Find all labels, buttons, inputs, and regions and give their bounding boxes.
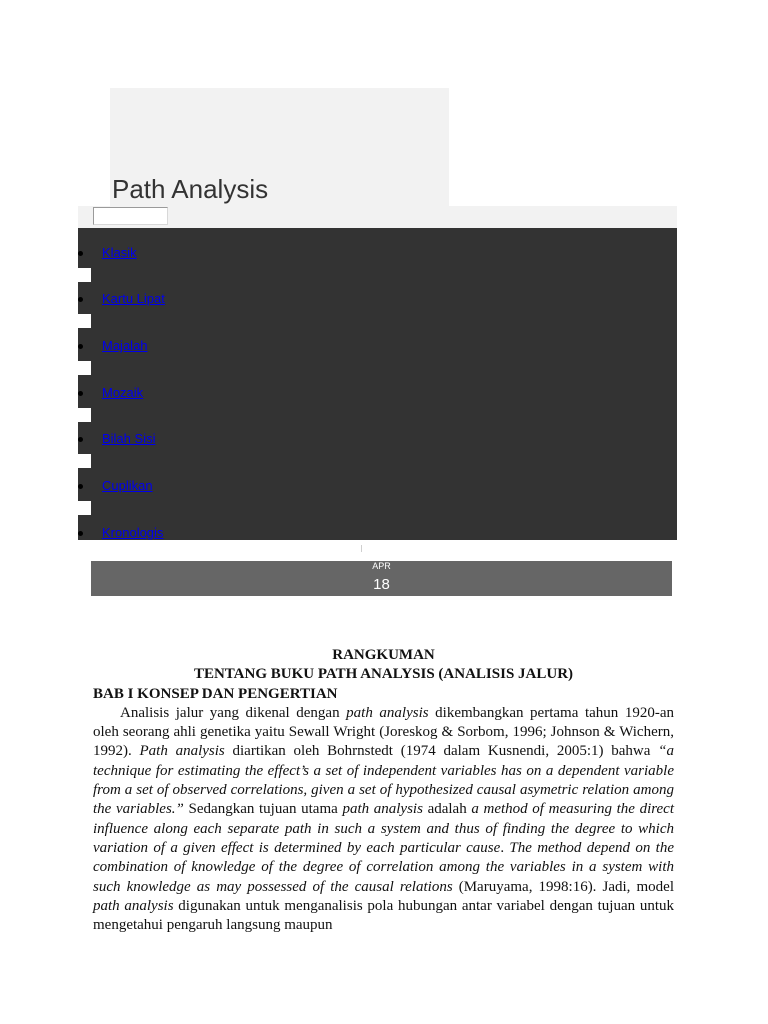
text-run: digunakan untuk menganalisis pola hubungan antar variabel dengan tujuan untuk mengetahui pengaruh langsung maupun	[93, 897, 674, 934]
menu-item-majalah	[78, 337, 378, 357]
date-day: 18	[373, 576, 390, 593]
post-body	[93, 646, 674, 935]
bullet-icon	[78, 437, 83, 442]
menu-item-mozaik	[78, 384, 378, 404]
menu-link-kartu-lipat[interactable]: Kartu Lipat	[102, 291, 165, 306]
text-run: .	[500, 839, 510, 856]
menu-item-cuplikan	[78, 477, 378, 497]
menu-link-majalah[interactable]: Majalah	[102, 338, 148, 353]
bullet-icon	[78, 531, 83, 536]
menu-item-notch	[78, 408, 91, 422]
search-input[interactable]	[93, 207, 168, 225]
bullet-icon	[78, 484, 83, 489]
date-month: APR	[372, 561, 391, 571]
post-heading-2: TENTANG BUKU PATH ANALYSIS (ANALISIS JALUR)	[193, 666, 574, 683]
menu-item-notch	[78, 454, 91, 468]
menu-item-notch	[78, 268, 91, 282]
italic-term: path analysis	[346, 704, 429, 721]
italic-term: Path analysis	[139, 743, 225, 760]
menu-link-bilah-sisi[interactable]: Bilah Sisi	[102, 431, 156, 446]
divider-mark	[361, 545, 362, 552]
italic-definition: a method of measuring the direct influence along each separate path in such a system and thus of finding the degree to which variation of a given effect is determined by each particular cause	[93, 801, 674, 856]
body-paragraph	[93, 704, 674, 936]
italic-term: path analysis	[93, 897, 174, 914]
text-run: Sedangkan tujuan utama	[183, 801, 343, 818]
text-run: dikembangkan pertama tahun 1920-an oleh seorang ahli genetika yaitu Sewall Wright (Joreskog & Sorbom, 1996; Johnson & Wichern, 1992).	[93, 704, 674, 760]
text-run: Analisis jalur yang dikenal dengan	[120, 704, 347, 721]
bullet-icon	[78, 344, 83, 349]
bullet-icon	[78, 391, 83, 396]
menu-link-kronologis[interactable]: Kronologis	[102, 525, 164, 540]
blog-title[interactable]: Path Analysis	[112, 174, 269, 204]
menu-item-kartu-lipat	[78, 290, 378, 310]
bullet-icon	[78, 251, 83, 256]
post-date-header	[91, 561, 672, 596]
text-run: adalah	[422, 801, 472, 818]
text-run: (Maruyama, 1998:16). Jadi, model	[452, 878, 674, 895]
menu-item-kronologis	[78, 524, 378, 544]
post-heading-1: RANGKUMAN	[332, 647, 435, 663]
menu-item-bilah-sisi	[78, 430, 378, 450]
view-menu	[78, 228, 677, 540]
menu-item-notch	[78, 361, 91, 375]
chapter-heading: BAB I KONSEP DAN PENGERTIAN	[93, 685, 338, 702]
italic-term: path analysis	[342, 801, 423, 818]
menu-link-mozaik[interactable]: Mozaik	[102, 385, 144, 400]
menu-link-cuplikan[interactable]: Cuplikan	[102, 478, 153, 493]
bullet-icon	[78, 297, 83, 302]
italic-definition: The method depend on the combination of knowledge of the degree of correlation among the variables in a system with such knowledge as may possessed of the causal relations	[93, 839, 674, 895]
menu-link-klasik[interactable]: Klasik	[102, 245, 137, 260]
text-run: diartikan oleh Bohrnstedt (1974 dalam Kusnendi, 2005:1) bahwa	[224, 743, 659, 760]
menu-item-notch	[78, 501, 91, 515]
menu-item-notch	[78, 314, 91, 328]
menu-item-klasik	[78, 244, 378, 264]
italic-quote: “a technique for estimating the effect’s a set of independent variables has on a dependent variable from a set of observed correlations, given a set of hypothesized causal asymetric relation among the variables.”	[93, 743, 675, 818]
